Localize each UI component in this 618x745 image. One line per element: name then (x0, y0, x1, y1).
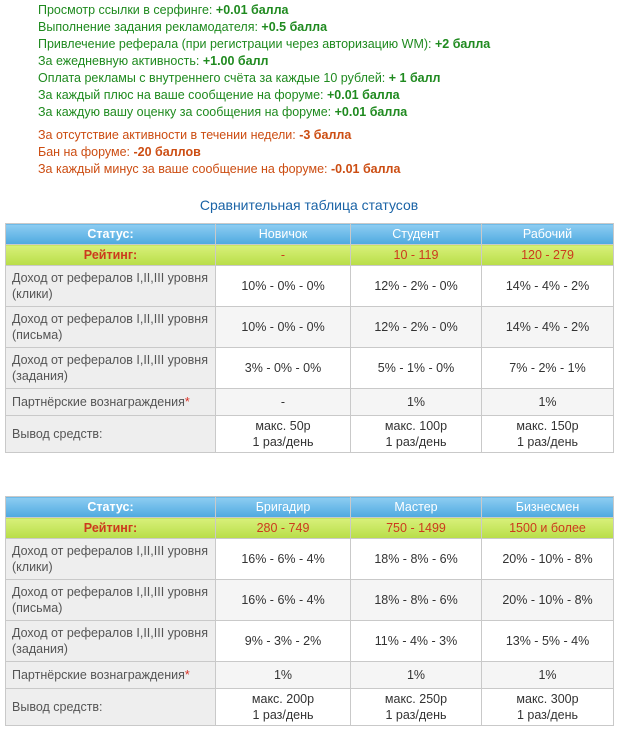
penalty-item: За каждый минус за ваше сообщение на форуме: -0.01 балла (38, 162, 401, 176)
table-cell: 20% - 10% - 8% (482, 539, 614, 580)
status-name: Мастер (351, 497, 482, 518)
rating-value: 750 - 1499 (351, 518, 482, 539)
table-cell: 13% - 5% - 4% (482, 621, 614, 662)
rating-value: 280 - 749 (216, 518, 351, 539)
page-title: Сравнительная таблица статусов (199, 197, 419, 213)
status-name: Студент (351, 224, 482, 245)
table-cell: макс. 300р 1 раз/день (482, 689, 614, 726)
penalty-item: Бан на форуме: -20 баллов (38, 145, 201, 159)
withdraw-row (6, 416, 614, 453)
letters-row (6, 307, 614, 348)
row-label: Доход от рефералов I,II,III уровня (клики) (6, 266, 216, 307)
table-cell: 3% - 0% - 0% (216, 348, 351, 389)
rating-value: 120 - 279 (482, 245, 614, 266)
table-cell: 20% - 10% - 8% (482, 580, 614, 621)
rule-item: Оплата рекламы с внутреннего счёта за каждые 10 рублей: + 1 балл (38, 71, 441, 85)
rating-value: - (216, 245, 351, 266)
row-label: Доход от рефералов I,II,III уровня (задания) (6, 621, 216, 662)
tasks-row (6, 621, 614, 662)
table-cell: 14% - 4% - 2% (482, 307, 614, 348)
status-name: Рабочий (482, 224, 614, 245)
table-cell: 1% (482, 662, 614, 689)
table-cell: 1% (216, 662, 351, 689)
row-label: Вывод средств: (6, 416, 216, 453)
table-cell: макс. 200р 1 раз/день (216, 689, 351, 726)
rating-label: Рейтинг: (6, 245, 216, 266)
rating-rules-list (38, 2, 613, 178)
partner-row (6, 662, 614, 689)
asterisk-mark: * (184, 395, 190, 409)
rating-row (6, 245, 614, 266)
rule-item: Просмотр ссылки в серфинге: +0.01 балла (38, 3, 289, 17)
status-table-2 (5, 496, 614, 726)
row-label: Доход от рефералов I,II,III уровня (клики) (6, 539, 216, 580)
tasks-row (6, 348, 614, 389)
table-cell: 12% - 2% - 0% (351, 266, 482, 307)
table-cell: макс. 100р 1 раз/день (351, 416, 482, 453)
status-label: Статус: (6, 224, 216, 245)
status-table-1 (5, 223, 614, 453)
table-cell: 1% (482, 389, 614, 416)
rating-value: 1500 и более (482, 518, 614, 539)
status-label: Статус: (6, 497, 216, 518)
table-cell: 18% - 8% - 6% (351, 539, 482, 580)
table-cell: 5% - 1% - 0% (351, 348, 482, 389)
row-label: Партнёрские вознаграждения* (6, 662, 216, 689)
status-name: Бизнесмен (482, 497, 614, 518)
asterisk-mark: * (184, 668, 190, 682)
rating-value: 10 - 119 (351, 245, 482, 266)
table-cell: 18% - 8% - 6% (351, 580, 482, 621)
status-name: Новичок (216, 224, 351, 245)
letters-row (6, 580, 614, 621)
table-cell: 11% - 4% - 3% (351, 621, 482, 662)
table-cell: 12% - 2% - 0% (351, 307, 482, 348)
row-label: Партнёрские вознаграждения* (6, 389, 216, 416)
table-cell: 10% - 0% - 0% (216, 266, 351, 307)
row-label: Вывод средств: (6, 689, 216, 726)
row-label: Доход от рефералов I,II,III уровня (письма) (6, 307, 216, 348)
status-header-row (6, 224, 614, 245)
clicks-row (6, 539, 614, 580)
partner-row (6, 389, 614, 416)
clicks-row (6, 266, 614, 307)
rule-item: Привлечение реферала (при регистрации через авторизацию WM): +2 балла (38, 37, 491, 51)
row-label: Доход от рефералов I,II,III уровня (задания) (6, 348, 216, 389)
withdraw-row (6, 689, 614, 726)
status-header-row (6, 497, 614, 518)
rating-row (6, 518, 614, 539)
table-cell: 16% - 6% - 4% (216, 539, 351, 580)
penalty-item: За отсутствие активности в течении недели: -3 балла (38, 128, 352, 142)
table-cell: 16% - 6% - 4% (216, 580, 351, 621)
table-cell: макс. 150р 1 раз/день (482, 416, 614, 453)
table-cell: 14% - 4% - 2% (482, 266, 614, 307)
table-cell: 7% - 2% - 1% (482, 348, 614, 389)
rule-item: За ежедневную активность: +1.00 балл (38, 54, 269, 68)
rule-item: Выполнение задания рекламодателя: +0.5 балла (38, 20, 328, 34)
table-cell: 9% - 3% - 2% (216, 621, 351, 662)
rule-item: За каждую вашу оценку за сообщения на форуме: +0.01 балла (38, 105, 408, 119)
rating-label: Рейтинг: (6, 518, 216, 539)
row-label: Доход от рефералов I,II,III уровня (письма) (6, 580, 216, 621)
table-cell: - (216, 389, 351, 416)
status-name: Бригадир (216, 497, 351, 518)
table-cell: 1% (351, 662, 482, 689)
table-cell: 1% (351, 389, 482, 416)
table-cell: макс. 50р 1 раз/день (216, 416, 351, 453)
table-cell: 10% - 0% - 0% (216, 307, 351, 348)
rule-item: За каждый плюс на ваше сообщение на форуме: +0.01 балла (38, 88, 400, 102)
table-cell: макс. 250р 1 раз/день (351, 689, 482, 726)
